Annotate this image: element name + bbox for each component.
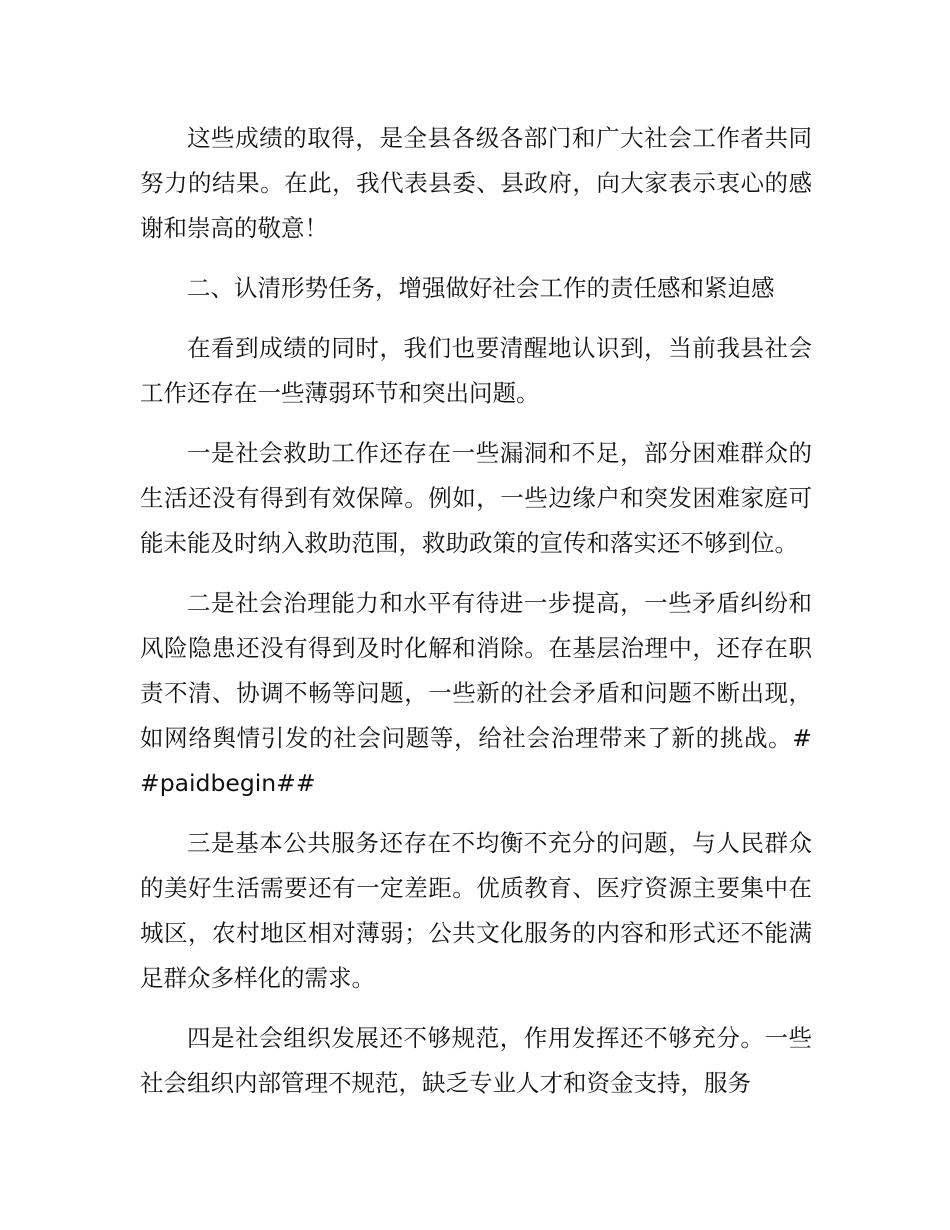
paragraph-public-services: 三是基本公共服务还存在不均衡不充分的问题，与人民群众的美好生活需要还有一定差距。优质教育、医疗资源主要集中在城区，农村地区相对薄弱；公共文化服务的内容和形式还不能满足群众多样化的需求。 xyxy=(140,829,812,992)
section-heading-situation-tasks: 二、认清形势任务，增强做好社会工作的责任感和紧迫感 xyxy=(187,274,775,302)
document-body xyxy=(140,116,812,1106)
paragraph-social-organizations: 四是社会组织发展还不够规范，作用发挥还不够充分。一些社会组织内部管理不规范，缺乏专业人才和资金支持，服务 xyxy=(140,1024,812,1097)
paragraph-social-governance: 二是社会治理能力和水平有待进一步提高，一些矛盾纠纷和风险隐患还没有得到及时化解和消除。在基层治理中，还存在职责不清、协调不畅等问题，一些新的社会矛盾和问题不断出现，如网络舆情引发的社会问题等，给社会治理带来了新的挑战。##paidbegin## xyxy=(140,589,812,797)
paragraph-social-assistance: 一是社会救助工作还存在一些漏洞和不足，部分困难群众的生活还没有得到有效保障。例如，一些边缘户和突发困难家庭可能未能及时纳入救助范围，救助政策的宣传和落实还不够到位。 xyxy=(140,439,812,557)
paragraph-achievements-thanks: 这些成绩的取得，是全县各级各部门和广大社会工作者共同努力的结果。在此，我代表县委、县政府，向大家表示衷心的感谢和崇高的敬意！ xyxy=(140,124,812,242)
paragraph-problems-intro: 在看到成绩的同时，我们也要清醒地认识到，当前我县社会工作还存在一些薄弱环节和突出问题。 xyxy=(140,334,812,407)
